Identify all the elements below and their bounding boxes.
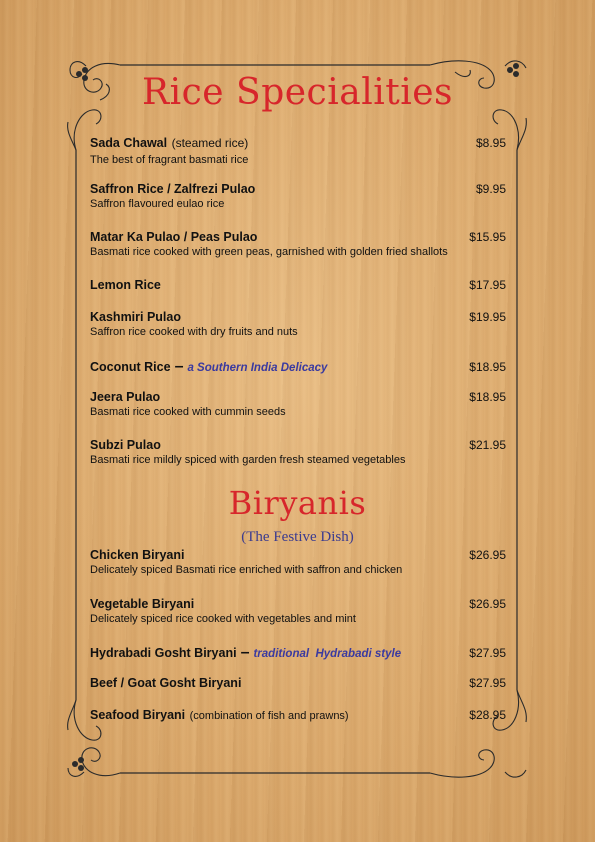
item-description: Basmati rice cooked with green peas, garnished with golden fried shallots <box>90 246 448 258</box>
item-description: Basmati rice mildly spiced with garden fresh steamed vegetables <box>90 454 406 466</box>
menu-item <box>90 706 506 724</box>
item-price: $19.95 <box>469 310 506 324</box>
section-title-biryani: Biryanis <box>228 484 367 522</box>
item-price: $17.95 <box>469 278 506 292</box>
item-price: $9.95 <box>475 182 506 196</box>
item-description: Saffron rice cooked with dry fruits and nuts <box>90 326 298 338</box>
menu-item <box>90 310 506 338</box>
item-dash: – <box>240 644 250 661</box>
item-price: $21.95 <box>469 438 506 452</box>
menu-item <box>90 597 506 625</box>
item-note: (steamed rice) <box>171 136 249 150</box>
item-name: Sada Chawal <box>90 136 168 150</box>
menu-item <box>90 390 506 418</box>
item-name-wrap <box>90 134 248 152</box>
menu-item <box>90 438 506 466</box>
item-name: Saffron Rice / Zalfrezi Pulao <box>90 182 256 196</box>
item-name-wrap <box>90 706 349 724</box>
item-name: Beef / Goat Gosht Biryani <box>90 676 242 690</box>
item-description: Delicately spiced rice cooked with vegetables and mint <box>90 613 356 625</box>
item-price: $18.95 <box>469 390 506 404</box>
menu-item <box>90 644 506 662</box>
section-title-rice: Rice Specialities <box>142 72 453 113</box>
item-name: Coconut Rice <box>90 360 171 374</box>
item-price: $18.95 <box>469 360 506 374</box>
item-description: Delicately spiced Basmati rice enriched with saffron and chicken <box>90 564 403 576</box>
item-description: Basmati rice cooked with cummin seeds <box>90 406 286 418</box>
item-price: $26.95 <box>469 597 506 611</box>
menu-item <box>90 548 506 576</box>
item-tagline: traditional Hydrabadi style <box>253 648 402 660</box>
menu-item <box>90 676 506 690</box>
item-price: $26.95 <box>469 548 506 562</box>
item-price: $8.95 <box>475 136 506 150</box>
item-price: $28.95 <box>469 708 506 722</box>
clover-ornament-bottom-left <box>72 757 84 771</box>
item-description: The best of fragrant basmati rice <box>90 154 249 166</box>
item-name: Subzi Pulao <box>90 438 161 452</box>
item-name: Jeera Pulao <box>90 390 161 404</box>
item-name: Lemon Rice <box>90 278 161 292</box>
menu-item <box>90 278 506 292</box>
item-name: Matar Ka Pulao / Peas Pulao <box>90 230 258 244</box>
menu-item <box>90 230 506 258</box>
item-name: Seafood Biryani <box>90 708 186 722</box>
item-price: $27.95 <box>469 646 506 660</box>
item-name: Vegetable Biryani <box>90 597 195 611</box>
menu-item <box>90 358 506 376</box>
item-description: Saffron flavoured eulao rice <box>90 198 225 210</box>
menu-item <box>90 182 506 210</box>
item-dash: – <box>174 358 184 375</box>
corner-flourish-bottom-right <box>430 690 526 777</box>
item-name: Kashmiri Pulao <box>90 310 181 324</box>
item-name: Chicken Biryani <box>90 548 185 562</box>
item-tagline: a Southern India Delicacy <box>187 362 328 374</box>
item-price: $15.95 <box>469 230 506 244</box>
item-name-wrap <box>90 358 327 376</box>
item-name-wrap <box>90 644 401 662</box>
menu-item <box>90 134 506 166</box>
item-note: (combination of fish and prawns) <box>189 710 349 722</box>
section-subtitle-biryani: (The Festive Dish) <box>241 529 354 545</box>
item-name: Hydrabadi Gosht Biryani <box>90 646 237 660</box>
item-price: $27.95 <box>469 676 506 690</box>
